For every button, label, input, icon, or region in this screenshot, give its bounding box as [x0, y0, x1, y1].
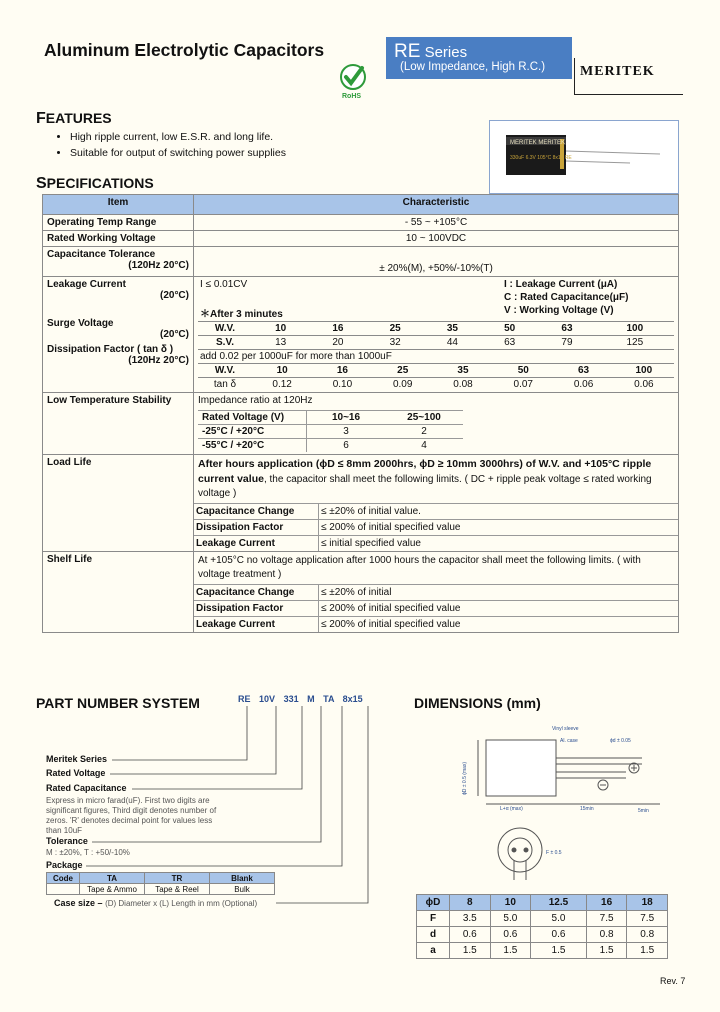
spec-row: Capacitance Tolerance (120Hz 20°C) ± 20%(M), +50%/-10%(T) [43, 247, 679, 277]
revision: Rev. 7 [660, 976, 686, 986]
dimension-table: ϕD 8 10 12.5 16 18 F 3.5 5.0 5.0 7.5 7.5 d 0.6 0.6 0.6 0.8 0.8 a 1.5 1.5 1.5 1.5 1.5 [416, 894, 668, 959]
photo-band-text: MERITEK MERITEK [510, 140, 566, 146]
series-code: RE [394, 41, 421, 62]
dimensions-heading: DIMENSIONS (mm) [414, 695, 541, 711]
spec-row: Low Temperature Stability Impedance ratio at 120Hz Rated Voltage (V) 10~16 25~100 -25°C / +20°C 3 2 -55°C / +20°C 6 4 [43, 393, 679, 455]
leakage-block: I ≤ 0.01CV I : Leakage Current (μA) C : Rated Capacitance(μF) ＊After 3 minutes V : Working Voltage (V) [200, 279, 629, 320]
specifications-heading: SPECIFICATIONS [36, 175, 154, 192]
svg-text:ϕD ± 0.5 (max): ϕD ± 0.5 (max) [462, 761, 468, 795]
feature-item: • Suitable for output of switching power supplies [70, 145, 286, 161]
load-life-table: Capacitance Change ≤ ±20% of initial value. Dissipation Factor ≤ 200% of initial specified value Leakage Current ≤ initial specified value [194, 503, 678, 551]
feature-item: • High ripple current, low E.S.R. and long life. [70, 129, 286, 145]
cap-description: Express in micro farad(uF). First two digits are significant figures, Third digit denotes number of zeros. 'R' denotes decimal point for values less than 10uF [46, 796, 217, 835]
case-size: Case size – (D) Diameter x (L) Length in mm (Optional) [54, 898, 258, 908]
features-heading: FEATURES [36, 110, 112, 127]
spec-row: Load Life After hours application (ϕD ≤ 8mm 2000hrs, ϕD ≥ 10mm 3000hrs) of W.V. and +105°C ripple current value, the capacitor shall meet the following limits. ( DC + ripple peak voltage ≤ rated working voltage ) Capacitance Change ≤ ±20% of initial value. Dissipation Factor ≤ 200% of initial specified value Leakage Current ≤ initial specified value [43, 455, 679, 552]
svg-text:Vinyl sleeve: Vinyl sleeve [552, 726, 579, 732]
spec-row: Rated Working Voltage 10 ~ 100VDC [43, 231, 679, 247]
svg-text:ϕd ± 0.05: ϕd ± 0.05 [610, 738, 631, 744]
document-title: Aluminum Electrolytic Capacitors [44, 40, 325, 60]
col-characteristic: Characteristic [194, 195, 679, 215]
package-table: Code TA TR Blank Tape & Ammo Tape & Reel Bulk [46, 872, 275, 895]
dimension-drawing [420, 720, 660, 890]
svg-text:F ± 0.5: F ± 0.5 [546, 850, 562, 856]
part-code: RE 10V 331 M TA 8x15 [238, 694, 363, 704]
lowtemp-table: Rated Voltage (V) 10~16 25~100 -25°C / +20°C 3 2 -55°C / +20°C 6 4 [198, 410, 463, 452]
svg-text:15min: 15min [580, 806, 594, 812]
series-subtitle: (Low Impedance, High R.C.) [400, 61, 546, 73]
part-number-heading: PART NUMBER SYSTEM [36, 695, 200, 711]
photo-print-text: 330uF 6.3V 105°C 8x12 RE [510, 155, 572, 161]
col-item: Item [43, 195, 194, 215]
rohs-label: RoHS [342, 93, 362, 100]
series-word: Series [420, 44, 468, 61]
svg-text:Al. case: Al. case [560, 738, 578, 744]
spec-row: Shelf Life At +105°C no voltage application after 1000 hours the capacitor shall meet the following limits. ( with voltage treatment ) Capacitance Change ≤ ±20% of initial Dissipation Factor ≤ 200% of initial specified value Leakage Current ≤ 200% of initial specified value [43, 552, 679, 633]
shelf-life-table: Capacitance Change ≤ ±20% of initial Dissipation Factor ≤ 200% of initial specified value Leakage Current ≤ 200% of initial specified value [194, 584, 678, 632]
svg-text:5min: 5min [638, 808, 649, 814]
surge-table: W.V. 10 16 25 35 50 63 100 S.V. 13 20 32 44 63 79 125 [198, 321, 674, 349]
svg-text:L+α (max): L+α (max) [500, 806, 523, 812]
brand-name: MERITEK [580, 64, 655, 79]
df-table: add 0.02 per 1000uF for more than 1000uF W.V. 10 16 25 35 50 63 100 tan δ 0.12 0.10 0.09 0.08 0.07 0.06 0.06 [198, 349, 674, 391]
spec-row: Leakage Current (20°C) Surge Voltage (20°C) Dissipation Factor ( tan δ ) (120Hz 20°C) I ≤ 0.01CV I : Leakage Current (μA) C : Rated Capacitance(μF) ＊After 3 minutes V : Working Voltage (V) W.V. 10 16 25 35 50 63 100 S.V. 13 20 32 44 63 79 125 add 0.02 per 1000uF for more than 1000uF W.V. 10 16 25 35 50 63 100 tan δ 0.12 0.10 0.09 0.08 0.07 0.06 0.06 [43, 277, 679, 393]
spec-row: Operating Temp Range - 55 ~ +105°C [43, 215, 679, 231]
